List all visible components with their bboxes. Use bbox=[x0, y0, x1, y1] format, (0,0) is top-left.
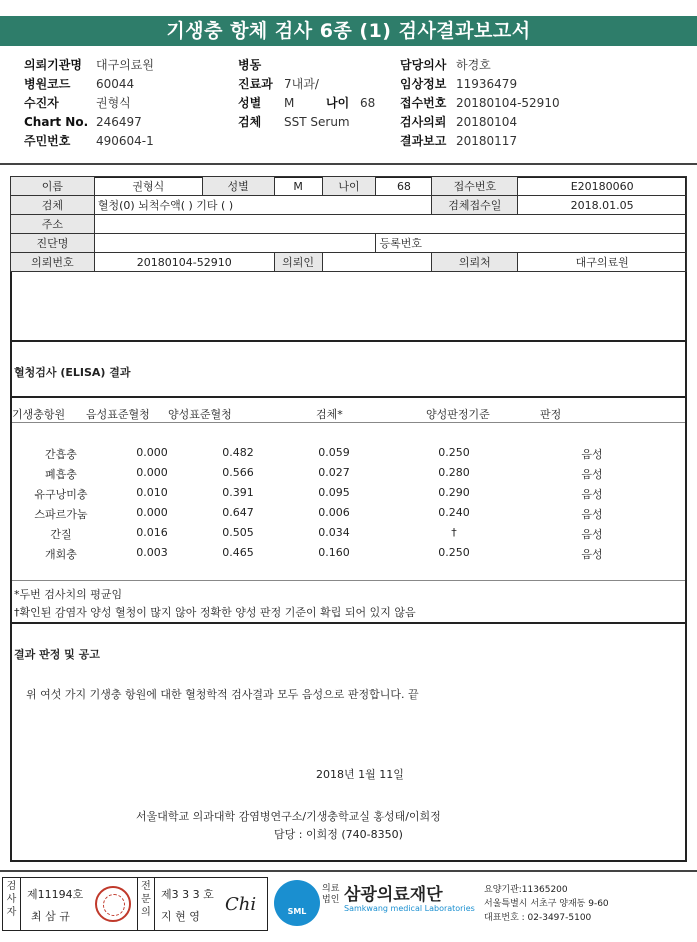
result-row bbox=[12, 483, 685, 503]
contact: 담당 : 이희정 (740-8350) bbox=[274, 828, 403, 841]
doctor-name: 지 현 영 bbox=[161, 910, 200, 923]
antigen-name: 간질 bbox=[50, 528, 72, 541]
signature: Chi bbox=[225, 894, 257, 915]
specimen-value: 0.006 bbox=[318, 506, 350, 519]
section-title: 혈청검사 (ELISA) 결과 bbox=[14, 366, 131, 379]
header-label: 병동 bbox=[238, 58, 262, 72]
header-label: 성별 bbox=[238, 96, 262, 110]
registration-value bbox=[432, 234, 687, 253]
col-judgement: 판정 bbox=[540, 408, 562, 421]
notes-rule bbox=[12, 580, 685, 581]
section-divider bbox=[12, 340, 685, 342]
result-row bbox=[12, 523, 685, 543]
header-divider bbox=[0, 163, 697, 165]
judgement-value: 음성 bbox=[581, 448, 603, 461]
header-value: 하경호 bbox=[456, 58, 491, 72]
specimen-value: 0.027 bbox=[318, 466, 350, 479]
requester-label: 의뢰인 bbox=[274, 253, 322, 272]
institution-code: 요양기관:11365200 bbox=[484, 885, 568, 895]
institution: 서울대학교 의과대학 감염병연구소/기생충학교실 홍성태/이희정 bbox=[136, 810, 441, 823]
header-label: 주민번호 bbox=[24, 134, 71, 148]
header-label: 결과보고 bbox=[400, 134, 447, 148]
footnote-dagger: †확인된 감염자 양성 혈청이 많지 않아 정확한 양성 판정 기준이 확립 되어 있지 않음 bbox=[14, 606, 416, 619]
specimen-date-value: 2018.01.05 bbox=[518, 196, 687, 215]
age-label: 나이 bbox=[322, 177, 376, 196]
antigen-name: 스파르가눔 bbox=[34, 508, 88, 521]
org-english: Samkwang medical Laboratories bbox=[344, 904, 475, 913]
result-row bbox=[12, 443, 685, 463]
header-value: 60044 bbox=[96, 77, 135, 91]
receipt-label: 접수번호 bbox=[432, 177, 518, 196]
antigen-name: 유구낭미충 bbox=[34, 488, 88, 501]
judgement-value: 음성 bbox=[581, 528, 603, 541]
footer-divider bbox=[0, 870, 697, 872]
judgement-value: 음성 bbox=[581, 548, 603, 561]
header-column-1 bbox=[24, 56, 154, 151]
request-place-label: 의뢰처 bbox=[432, 253, 518, 272]
name-value: 권형식 bbox=[94, 177, 202, 196]
neg-std-value: 0.000 bbox=[136, 506, 168, 519]
diagnosis-label: 진단명 bbox=[11, 234, 95, 253]
judgement-value: 음성 bbox=[581, 508, 603, 521]
header-value: 대구의료원 bbox=[96, 58, 154, 72]
seal-stamp bbox=[95, 886, 131, 922]
header-value: 20180117 bbox=[456, 134, 518, 148]
header-column-2 bbox=[238, 56, 375, 132]
signature-box bbox=[2, 877, 268, 931]
section-divider bbox=[12, 396, 685, 398]
antigen-name: 폐흡충 bbox=[45, 468, 77, 481]
specimen-value: 혈청(0) 뇌척수액( ) 기타 ( ) bbox=[94, 196, 432, 215]
pos-std-value: 0.482 bbox=[222, 446, 254, 459]
requester-value bbox=[322, 253, 432, 272]
org-name: 삼광의료재단 bbox=[344, 885, 443, 905]
judgement-value: 음성 bbox=[581, 488, 603, 501]
specimen-value: 0.034 bbox=[318, 526, 350, 539]
specimen-date-label: 검체접수일 bbox=[432, 196, 518, 215]
header-value: M bbox=[284, 96, 295, 110]
report-body bbox=[10, 176, 687, 862]
conclusion-text: 위 여섯 가지 기생충 항원에 대한 혈청학적 검사결과 모두 음성으로 판정합니다. 끝 bbox=[26, 688, 419, 701]
specimen-value: 0.160 bbox=[318, 546, 350, 559]
reference-value: 0.290 bbox=[438, 486, 470, 499]
header-label: 수진자 bbox=[24, 96, 59, 110]
footnote-average: *두번 검사치의 평균임 bbox=[14, 588, 123, 601]
sex-label: 성별 bbox=[202, 177, 274, 196]
reference-value: 0.240 bbox=[438, 506, 470, 519]
header-value: 11936479 bbox=[456, 77, 518, 91]
reference-value: † bbox=[451, 526, 457, 539]
specimen-value: 0.059 bbox=[318, 446, 350, 459]
header-column-3 bbox=[400, 56, 560, 151]
result-row bbox=[12, 543, 685, 563]
logo-text: SML bbox=[287, 907, 307, 916]
diagnosis-value bbox=[94, 234, 376, 253]
neg-std-value: 0.003 bbox=[136, 546, 168, 559]
result-row bbox=[12, 463, 685, 483]
pos-std-value: 0.465 bbox=[222, 546, 254, 559]
conclusion-title: 결과 판정 및 공고 bbox=[14, 648, 100, 661]
sex-value: M bbox=[274, 177, 322, 196]
header-label: 의뢰기관명 bbox=[24, 58, 82, 72]
neg-std-value: 0.000 bbox=[136, 466, 168, 479]
age-value: 68 bbox=[376, 177, 432, 196]
patient-info-table bbox=[10, 176, 687, 272]
specimen-label: 검체 bbox=[11, 196, 95, 215]
pos-std-value: 0.566 bbox=[222, 466, 254, 479]
col-specimen: 검체* bbox=[316, 408, 343, 421]
reference-value: 0.280 bbox=[438, 466, 470, 479]
receipt-value: E20180060 bbox=[518, 177, 687, 196]
col-pos-std: 양성표준혈청 bbox=[168, 408, 232, 421]
address-value bbox=[94, 215, 686, 234]
antigen-name: 간흡충 bbox=[45, 448, 77, 461]
tester-label: 검사자 bbox=[3, 878, 21, 930]
col-neg-std: 음성표준혈청 bbox=[86, 408, 150, 421]
header-label: Chart No. bbox=[24, 115, 89, 129]
header-value: 7내과/ bbox=[284, 77, 319, 91]
header-label: 진료과 bbox=[238, 77, 273, 91]
age-label: 나이 bbox=[326, 96, 350, 110]
pos-std-value: 0.391 bbox=[222, 486, 254, 499]
header-rule bbox=[12, 422, 685, 423]
pos-std-value: 0.505 bbox=[222, 526, 254, 539]
header-value: SST Serum bbox=[284, 115, 350, 129]
lab-address: 서울특별시 서초구 양재동 9-60 bbox=[484, 899, 609, 909]
lab-logo bbox=[274, 880, 320, 926]
tester-name: 최 삼 규 bbox=[31, 910, 70, 923]
request-no-label: 의뢰번호 bbox=[11, 253, 95, 272]
neg-std-value: 0.010 bbox=[136, 486, 168, 499]
col-reference: 양성판정기준 bbox=[426, 408, 490, 421]
header-label: 검체 bbox=[238, 115, 262, 129]
judgement-value: 음성 bbox=[581, 468, 603, 481]
header-value: 권형식 bbox=[96, 96, 131, 110]
reference-value: 0.250 bbox=[438, 546, 470, 559]
header-label: 병원코드 bbox=[24, 77, 71, 91]
neg-std-value: 0.000 bbox=[136, 446, 168, 459]
col-antigen: 기생충항원 bbox=[12, 408, 66, 421]
org-prefix: 의료법인 bbox=[322, 884, 340, 905]
header-value: 490604-1 bbox=[96, 134, 154, 148]
pos-std-value: 0.647 bbox=[222, 506, 254, 519]
header-label: 검사의뢰 bbox=[400, 115, 447, 129]
request-place-value: 대구의료원 bbox=[518, 253, 687, 272]
report-date: 2018년 1월 11일 bbox=[316, 768, 404, 781]
header-value: 20180104-52910 bbox=[456, 96, 560, 110]
header-label: 임상정보 bbox=[400, 77, 447, 91]
report-title: 기생충 항체 검사 6종 (1) 검사결과보고서 bbox=[0, 16, 697, 46]
lab-phone: 대표번호 : 02-3497-5100 bbox=[484, 913, 592, 923]
header-label: 담당의사 bbox=[400, 58, 447, 72]
antigen-name: 개회충 bbox=[45, 548, 77, 561]
header-value: 246497 bbox=[96, 115, 142, 129]
address-label: 주소 bbox=[11, 215, 95, 234]
reference-value: 0.250 bbox=[438, 446, 470, 459]
section-divider bbox=[12, 622, 685, 624]
doctor-license: 제3 3 3 호 bbox=[161, 888, 214, 901]
header-value: 20180104 bbox=[456, 115, 518, 129]
age-value: 68 bbox=[360, 96, 376, 110]
result-row bbox=[12, 503, 685, 523]
header-label: 접수번호 bbox=[400, 96, 447, 110]
doctor-label: 전문의 bbox=[137, 878, 155, 930]
registration-label: 등록번호 bbox=[376, 234, 432, 253]
request-no-value: 20180104-52910 bbox=[94, 253, 274, 272]
specimen-value: 0.095 bbox=[318, 486, 350, 499]
name-label: 이름 bbox=[11, 177, 95, 196]
tester-license: 제11194호 bbox=[27, 888, 84, 901]
neg-std-value: 0.016 bbox=[136, 526, 168, 539]
